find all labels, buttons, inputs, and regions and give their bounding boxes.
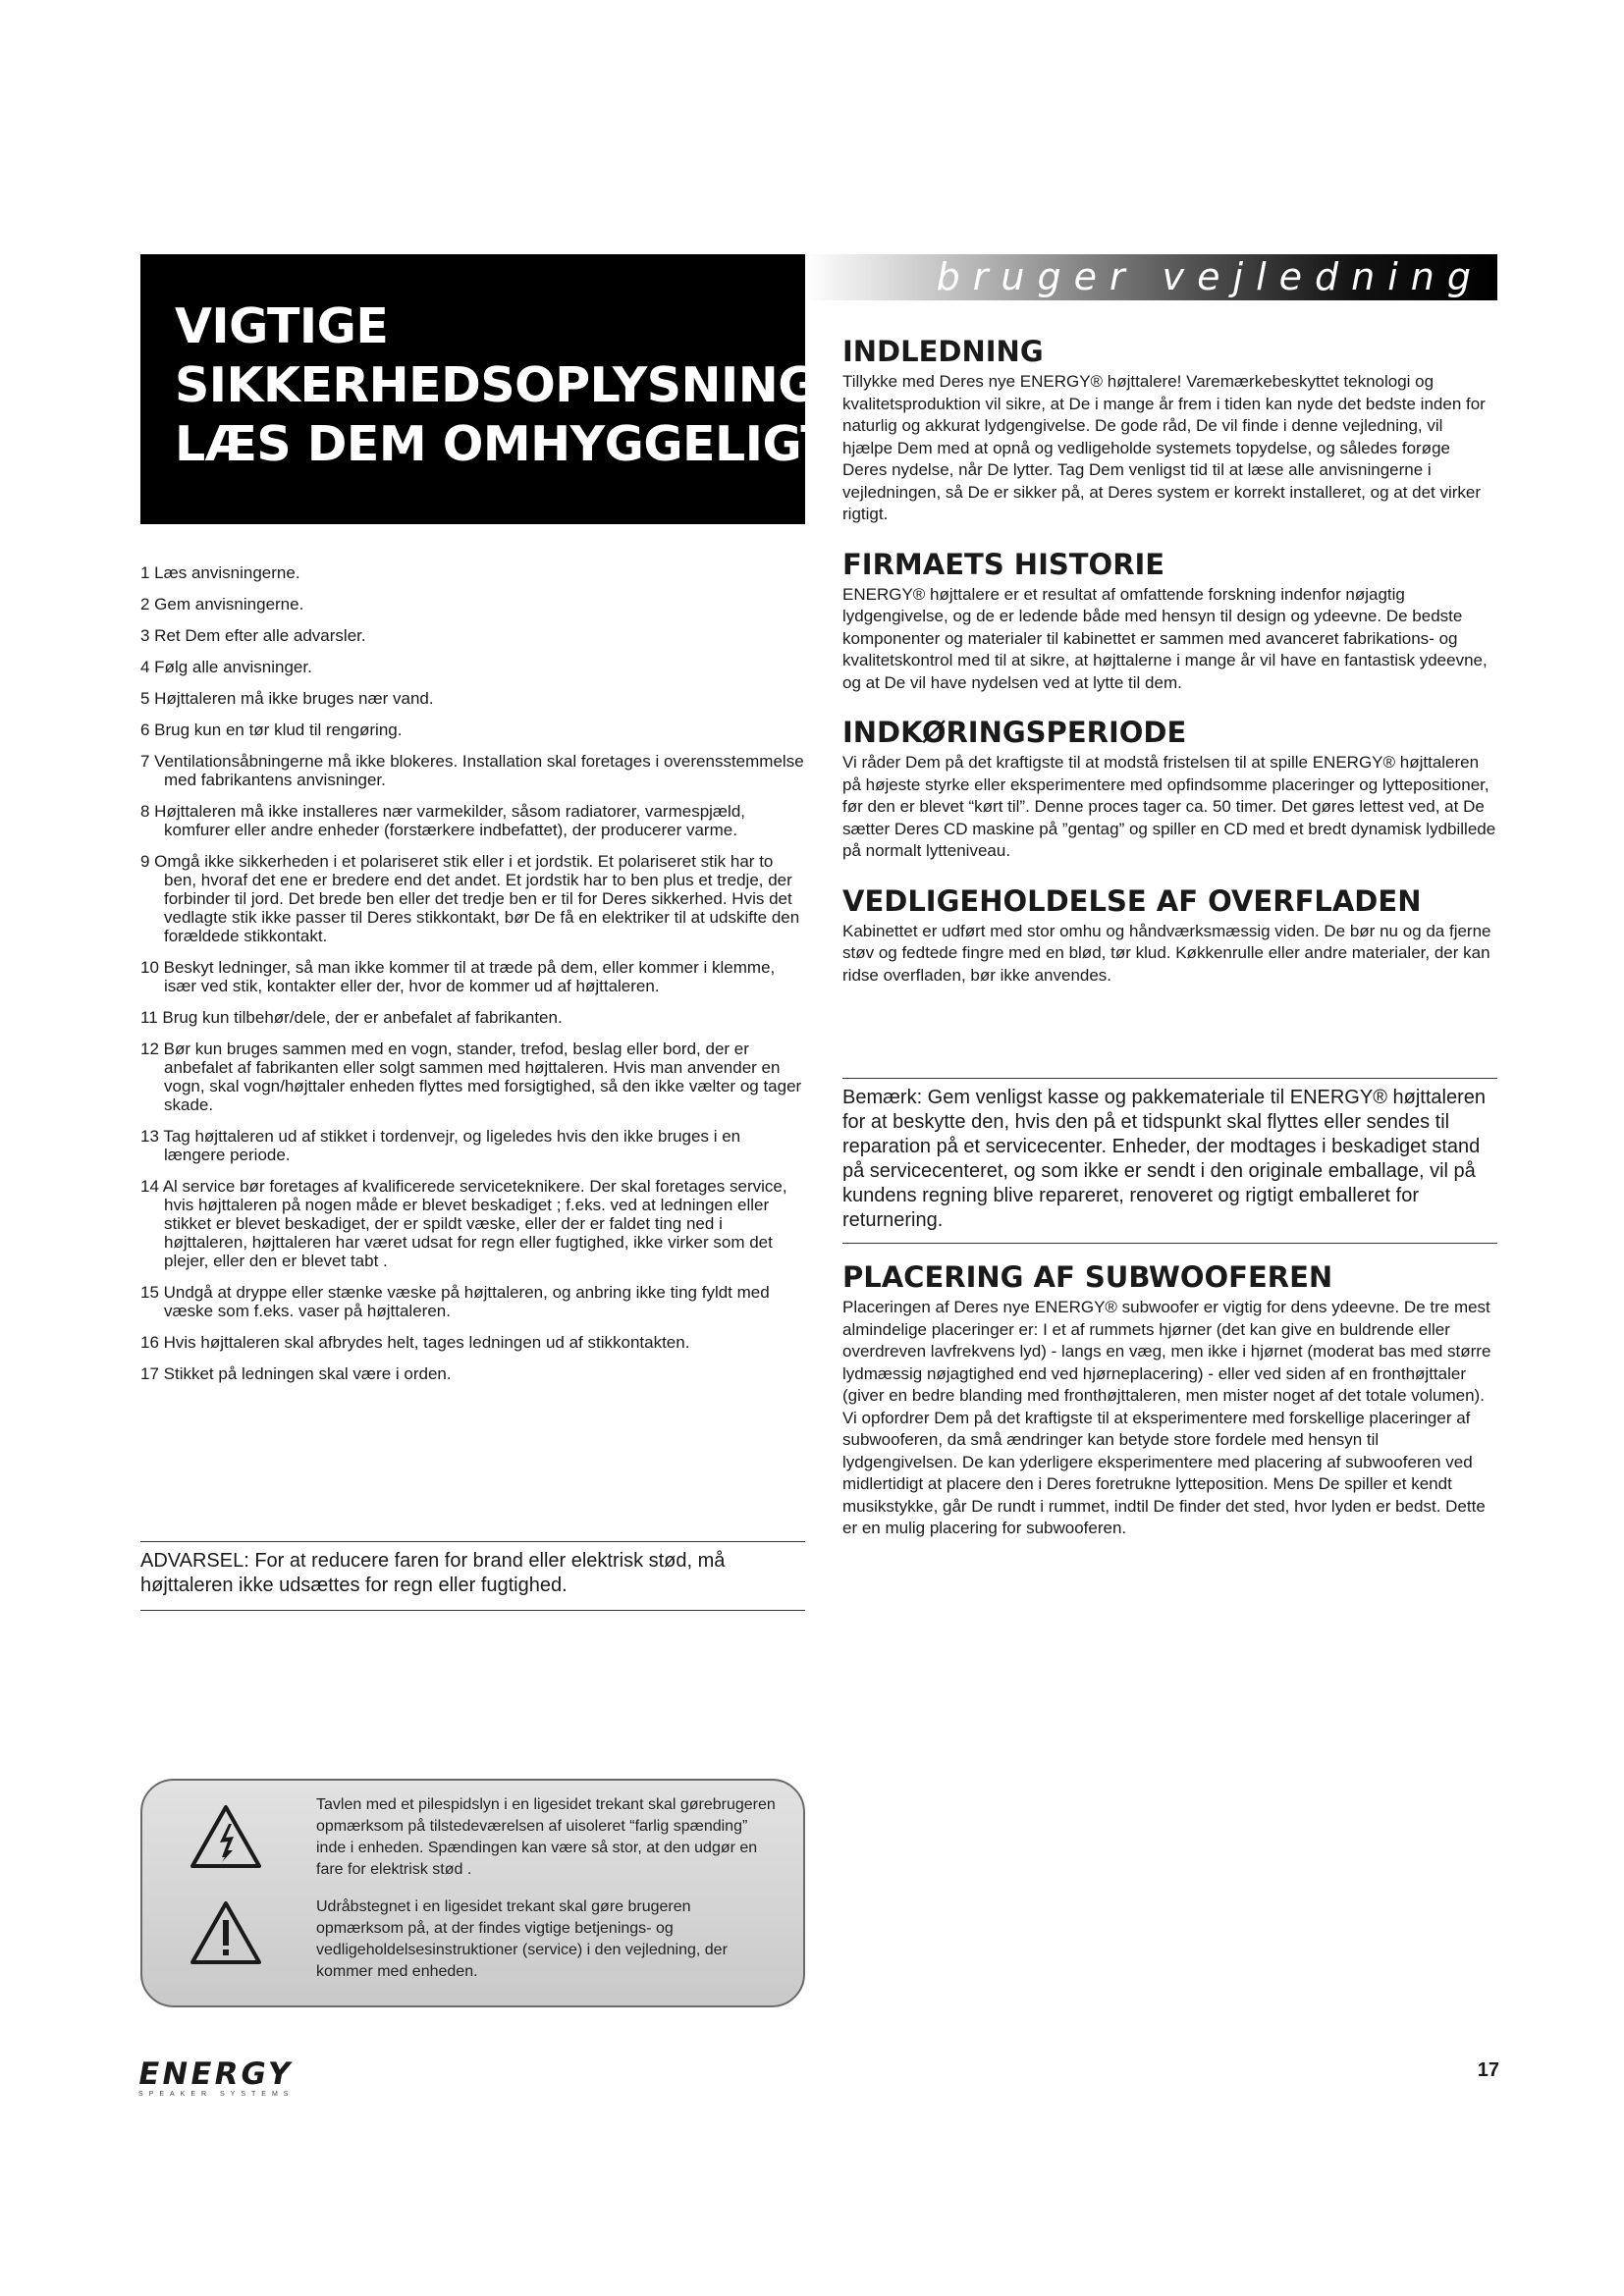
safety-symbols-box <box>140 1779 805 2007</box>
header-band <box>805 254 1497 300</box>
page-title <box>175 297 887 474</box>
safety-item: 4 Følg alle anvisninger. <box>140 658 312 676</box>
safety-item: 11 Brug kun tilbehør/dele, der er anbefalet af fabrikanten. <box>140 1008 563 1027</box>
safety-item: 6 Brug kun en tør klud til rengøring. <box>140 721 403 739</box>
info-column <box>842 335 1497 987</box>
warning-rule-bottom <box>140 1610 805 1611</box>
section-body: Tillykke med Deres nye ENERGY® højttalere! Varemærkebeskyttet teknologi og kvalitetsproduktion vil sikre, at De i mange år frem i tiden kan nyde det bedste inden for naturlig og akkurat lydgengivelse. De gode råd, De vil finde i denne vejledning, vil hjælpe Dem med at opnå og vedligeholde systemets topydelse, og således forøge Deres nydelse, når De lytter. Tag Dem venligst tid til at læse alle anvisningerne i vejledningen, så De er sikker på, at Deres system er korrekt installeret, og at det virker rigtigt. <box>842 372 1486 523</box>
safety-item: 12 Bør kun bruges sammen med en vogn, stander, trefod, beslag eller bord, der er anbefalet af fabrikanten eller solgt sammen med højttaleren. Hvis man anvender en vogn, skal vogn/højttaler enheden flyttes med forsigtighed, så den ikke vælter og tager skade. <box>140 1040 802 1114</box>
title-block <box>140 254 887 524</box>
safety-list <box>140 563 805 1383</box>
section-subwoofer-placement <box>842 1260 1497 1540</box>
warning-rule-top <box>140 1541 805 1542</box>
note-rule-top <box>842 1078 1497 1079</box>
safety-item: 1 Læs anvisningerne. <box>140 563 300 582</box>
section-indkoeringsperiode <box>842 716 1497 863</box>
safety-item: 17 Stikket på ledningen skal være i orden. <box>140 1364 452 1383</box>
title-line-1: VIGTIGE <box>175 298 389 354</box>
section-firmaets-historie <box>842 548 1497 695</box>
safety-item: 14 Al service bør foretages af kvalificerede serviceteknikere. Der skal foretages service, hvis højttaleren på nogen måde er blevet beskadiget ; f.eks. ved at ledningen eller stikket er blevet beskadiget, der er spildt væske, eller der er faldet ting ned i højttaleren, højttaleren har været udsat for regn eller fugtighed, ikke virker som det plejer, eller den er blevet tabt . <box>140 1177 787 1270</box>
note-rule-bottom <box>842 1243 1497 1244</box>
lightning-warning-icon <box>189 1804 262 1869</box>
section-heading: VEDLIGEHOLDELSE AF OVERFLADEN <box>842 883 1422 918</box>
section-vedligeholdelse <box>842 884 1497 988</box>
section-indledning <box>842 335 1497 526</box>
section-body: ENERGY® højttalere er et resultat af omfattende forskning indenfor nøjagtig lydgengivelse, og de er ledende både med hensyn til design og ydeevne. De bedste komponenter og materialer til kabinettet er sammen med avanceret fabrikations- og kvalitetskontrol med til at sikre, at højttalerne i mange år vil have en fantastisk ydeevne, og at De vil have nydelsen ved at lytte til dem. <box>842 584 1488 692</box>
lightning-symbol-text: Tavlen med et pilespidslyn i en ligesidet trekant skal gørebrugeren opmærksom på tilstedeværelsen af uisoleret “farlig spænding” inde i enheden. Spændingen kan være så stor, at den udgør en fare for elektrisk stød . <box>316 1796 776 1878</box>
header-band-text: bruger vejledning <box>936 255 1484 298</box>
page-number: 17 <box>1477 2059 1499 2081</box>
energy-logo <box>135 2056 297 2098</box>
section-heading: INDLEDNING <box>842 335 1044 368</box>
safety-list-column <box>140 563 805 1396</box>
packaging-note: Bemærk: Gem venligst kasse og pakkemateriale til ENERGY® højttaleren for at beskytte den, hvis den på et tidspunkt skal flyttes eller sendes til reparation på et servicecenter. Enheder, der modtages i beskadiget stand på servicecenteret, og som ikke er sendt i den originale emballage, vil på kundens regning blive repareret, renoveret og rigtigt emballeret for returnering. <box>842 1087 1486 1231</box>
section-body: Placeringen af Deres nye ENERGY® subwoofer er vigtig for dens ydeevne. De tre mest almindelige placeringer er: I et af rummets hjørner (det kan give en buldrende eller overdreven lavfrekvens lyd) - langs en væg, men ikke i hjørnet (moderat bas med større lydmæssig nøjagtighed end ved hjørneplacering) - eller ved siden af en fronthøjttaler (giver en bedre blanding med fronthøjttaleren, men mister noget af det totale volumen). Vi opfordrer Dem på det kraftigste til at eksperimentere med forskellige placeringer af subwooferen, da små ændringer kan betyde store fordele med hensyn til lydgengivelsen. De kan yderligere eksperimentere med placering af subwooferen ved midlertidigt at placere den i Deres foretrukne lytteposition. Mens De spiller et kendt musikstykke, går De rundt i rummet, indtil De finder det sted, hvor lyden er bedst. Dette er en mulig placering for subwooferen. <box>842 1298 1491 1537</box>
safety-item: 2 Gem anvisningerne. <box>140 595 304 614</box>
safety-item: 8 Højttaleren må ikke installeres nær varmekilder, såsom radiatorer, varmespjæld, komfurer eller andre enheder (forstærkere indbefattet), der producerer varme. <box>140 802 746 839</box>
exclamation-symbol-text: Udråbstegnet i en ligesidet trekant skal gøre brugeren opmærksom på, at der findes vigtige betjenings- og vedligeholdelsesinstruktioner (service) i den vejledning, der kommer med enheden. <box>316 1898 728 1980</box>
logo-wordmark: ENERGY <box>135 2056 297 2092</box>
section-body: Kabinettet er udført med stor omhu og håndværksmæssig viden. De bør nu og da fjerne støv og fedtede fingre med en blød, tør klud. Køkkenrulle eller andre materialer, der kan ridse overfladen, bør ikke anvendes. <box>842 921 1491 985</box>
safety-item: 15 Undgå at dryppe eller stænke væske på højttaleren, og anbring ikke ting fyldt med væske som f.eks. vaser på højttaleren. <box>140 1283 770 1320</box>
safety-item: 5 Højttaleren må ikke bruges nær vand. <box>140 689 434 708</box>
title-line-3: LÆS DEM OMHYGGELIGT <box>175 416 834 472</box>
title-line-2: SIKKERHEDSOPLYSNINGER <box>175 357 887 413</box>
safety-item: 13 Tag højttaleren ud af stikket i tordenvejr, og ligeledes hvis den ikke bruges i en længere periode. <box>140 1127 741 1164</box>
safety-item: 10 Beskyt ledninger, så man ikke kommer til at træde på dem, eller kommer i klemme, især ved stik, kontakter eller der, hvor de kommer ud af højttaleren. <box>140 958 776 995</box>
safety-item: 9 Omgå ikke sikkerheden i et polariseret stik eller i et jordstik. Et polariseret stik har to ben, hvoraf det ene er bredere end det andet. Et jordstik har to ben plus et tredje, der forbinder til jord. Det brede ben eller det tredje ben er til for Deres sikkerhed. Hvis det vedlagte stik ikke passer til Deres stikkontakt, bør De få en elektriker til at udskifte den forældede stikkontakt. <box>140 852 800 945</box>
safety-item: 3 Ret Dem efter alle advarsler. <box>140 626 366 645</box>
warning-text: ADVARSEL: For at reducere faren for brand eller elektrisk stød, må højttaleren ikke udsættes for regn eller fugtighed. <box>140 1550 726 1596</box>
safety-item: 7 Ventilationsåbningerne må ikke blokeres. Installation skal foretages i overensstemmelse med fabrikantens anvisninger. <box>140 752 804 789</box>
logo-tagline: SPEAKER SYSTEMS <box>138 2091 295 2098</box>
section-heading: INDKØRINGSPERIODE <box>842 716 1187 749</box>
section-body: Vi råder Dem på det kraftigste til at modstå fristelsen til at spille ENERGY® højttaleren på højeste styrke eller eksperimentere med opfindsomme placeringer og lyttepositioner, før den er blevet “kørt til”. Denne proces tager ca. 50 timer. Det gøres lettest ved, at De sætter Deres CD maskine på ”gentag” og spiller en CD med et bredt dynamisk lydbillede på normalt lytteniveau. <box>842 753 1496 860</box>
safety-item: 16 Hvis højttaleren skal afbrydes helt, tages ledningen ud af stikkontakten. <box>140 1333 690 1352</box>
exclamation-warning-icon <box>189 1900 262 1965</box>
section-heading: PLACERING AF SUBWOOFEREN <box>842 1260 1333 1294</box>
section-heading: FIRMAETS HISTORIE <box>842 547 1165 581</box>
